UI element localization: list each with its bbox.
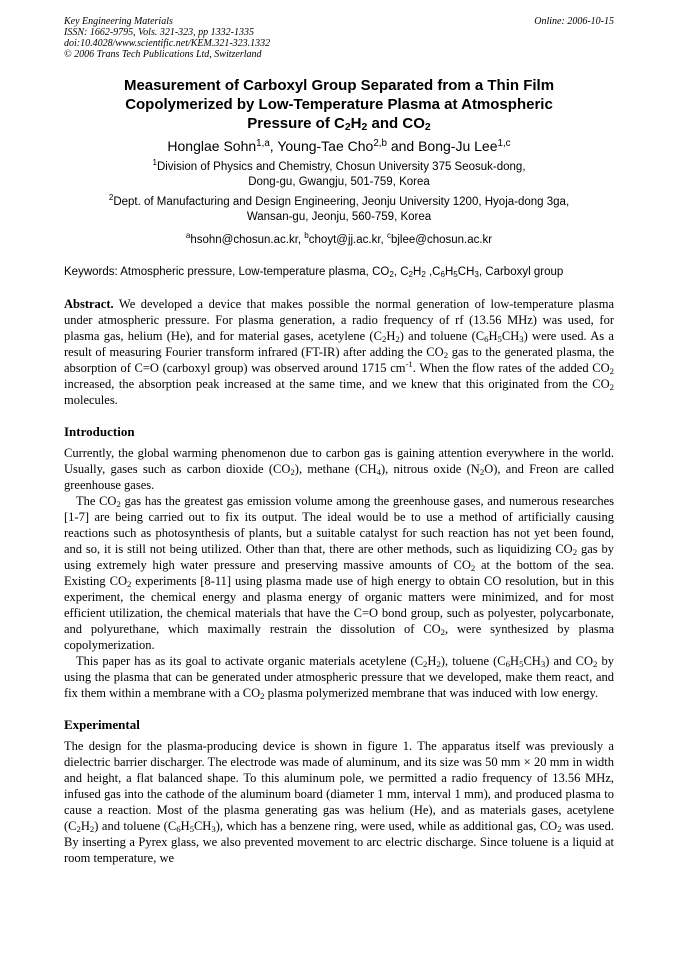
title-line-2: Copolymerized by Low-Temperature Plasma at Atmospheric (125, 96, 553, 113)
email-a: hsohn@chosun.ac.kr (190, 234, 298, 246)
abstract-paragraph: Abstract. We developed a device that makes possible the normal generation of low-temperature plasma under atmospheric pressure. For plasma generation, a radio frequency of rf (13.56 MHz) was used, for plasma gas, helium (He), and for material gases, acetylene $(C_2H_2)$ and toluene $(C_6H_5CH_3)$ were used. As a result of measuring Fourier transform infrared (FT-IR) after adding the $CO_2$ gas to the generated plasma, the absorption of C=O (carboxyl group) was observed around 1715 $cm^{-1}$. When the flow rates of the added $CO_2$ increased, the absorption peak increased at the same time, and we knew that this originated from the $CO_2$ molecules. (64, 297, 614, 407)
author-list: Honglae Sohn$^{1,a}$, Young-Tae Cho$^{2,b}$ and Bong-Ju Lee$^{1,c}$ (167, 138, 511, 154)
copyright-line: © 2006 Trans Tech Publications Ltd, Switzerland (64, 49, 262, 60)
issn-line: ISSN: 1662-9795, Vols. 321-323, pp 1332-1335 (64, 27, 254, 38)
author-1: Honglae Sohn (167, 138, 257, 154)
author-2: Young-Tae Cho (277, 138, 374, 154)
journal-name: Key Engineering Materials (64, 16, 173, 27)
email-c: bjlee@chosun.ac.kr (390, 234, 493, 246)
keywords-line: Keywords: Atmospheric pressure, Low-temperature plasma, $CO_2$, $C_2H_2$ $,C_6H_5CH_3$, Carboxyl group (64, 266, 564, 279)
doi-line: doi:10.4028/www.scientific.net/KEM.321-323.1332 (64, 38, 271, 49)
paper-page (64, 16, 614, 866)
author-3: Bong-Ju Lee (418, 138, 498, 154)
online-date: Online: 2006-10-15 (534, 16, 614, 27)
intro-paragraph-2: The $CO_2$ gas has the greatest gas emission volume among the greenhouse gases, and numerous researches [1-7] are being carried out to fix its output. The ideal would be to use a method of artificially causing reactions such as photosynthesis of plants, but a suitable catalyst for such reaction has not yet been found, and so, it is still not being utilized. Other than that, there are other methods, such as liquidizing $CO_2$ gas by using extremely high water pressure and preserving massive amounts of $CO_2$ at the bottom of the sea. Existing $CO_2$ experiments [8-11] using plasma made use of high energy to obtain CO resolution, but in this experiment, the chemical energy and plasma energy of organic matters were minimized, and for most efficient utilization, the chemical materials that have the C=O bond group, such as polyester, polycarbonate, and polyurethane, which maximally restrain the dissolution of $CO_2$, were synthesized by plasma copolymerization. (64, 494, 615, 652)
author-emails: $^a$hsohn@chosun.ac.kr, $^b$choyt@jj.ac.kr, $^c$bjlee@chosun.ac.kr (185, 231, 493, 246)
title-line-1: Measurement of Carboxyl Group Separated from a Thin Film (123, 77, 555, 94)
paper-title (64, 76, 614, 133)
journal-header (64, 16, 614, 60)
introduction-heading: Introduction (64, 424, 135, 439)
experimental-paragraph-1: The design for the plasma-producing device is shown in figure 1. The apparatus itself was previously a dielectric barrier discharger. The electrode was made of aluminum, and its size was 50 mm × 20 mm in width and height, a flat balanced shape. To this aluminum pole, we permitted a radio frequency of 13.56 MHz, infused gas into the cathode of the aluminum board (diameter 1 mm, interval 1 mm), and produced plasma to cause a reaction. Most of the plasma generating gas was helium (He), and as materials gases, acetylene $(C_2H_2)$ and toluene $(C_6H_5CH_3)$, which has a benzene ring, were used, while as additional gas, $CO_2$ was used. By inserting a Pyrex glass, we also prevented movement to arc electric discharge. Since toluene is a liquid at room temperature, we (64, 739, 614, 865)
title-line-3: Pressure of $C_2H_2$ and $CO_2$ (247, 115, 431, 133)
affiliation-1: $^1$Division of Physics and Chemistry, Chosun University 375 Seosuk-dong, Dong-gu, Gwangju, 501-759, Korea (152, 158, 526, 188)
experimental-heading: Experimental (64, 717, 140, 732)
abstract-label: Abstract. (64, 297, 114, 311)
affiliation-2: $^2$Dept. of Manufacturing and Design Engineering, Jeonju University 1200, Hyoja-dong 3ga, Wansan-gu, Jeonju, 560-759, Korea (108, 193, 570, 223)
email-b: choyt@jj.ac.kr (308, 234, 381, 246)
intro-paragraph-1: Currently, the global warming phenomenon due to carbon gas is gaining attention everywhere in the world. Usually, gases such as carbon dioxide $(CO_2)$, methane $(CH_4)$, nitrous oxide $(N_2O)$, and Freon are called greenhouse gases. (64, 446, 615, 492)
intro-paragraph-3: This paper has as its goal to activate organic materials acetylene $(C_2H_2)$, toluene $(C_6H_5CH_3)$ and $CO_2$ by using the plasma that can be generated under atmospheric pressure that we developed, make them react, and fix them within a membrane with a $CO_2$ plasma polymerized membrane that was induced with low energy. (64, 654, 615, 701)
